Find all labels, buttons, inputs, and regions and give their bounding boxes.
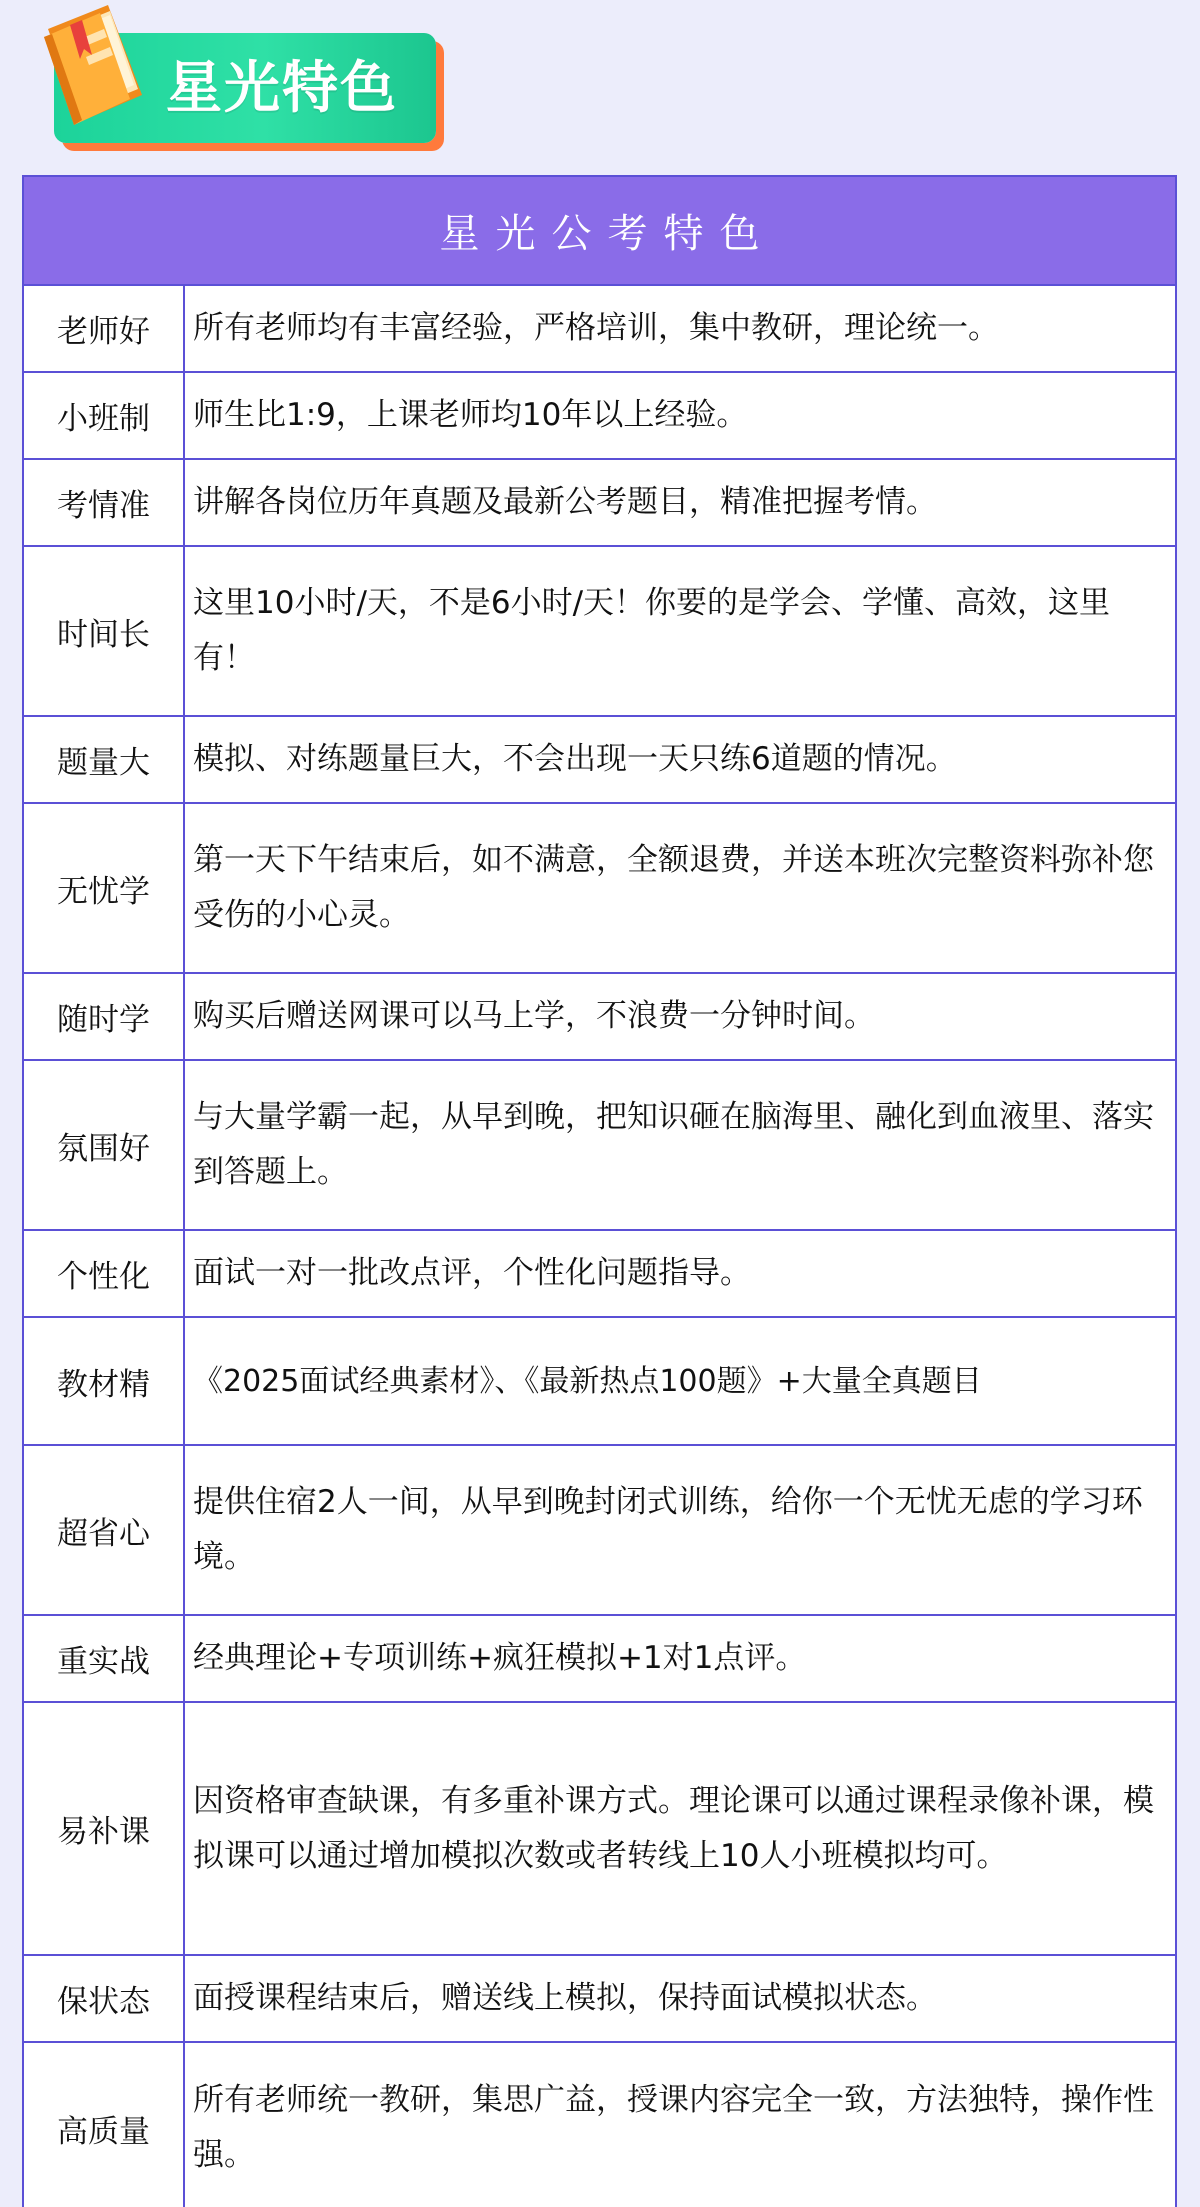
row-text: 面授课程结束后，赠送线上模拟，保持面试模拟状态。: [193, 1980, 937, 2016]
table-row: [24, 1616, 1175, 1703]
table-row: [24, 460, 1175, 547]
row-text: 提供住宿2人一间，从早到晚封闭式训练，给你一个无忧无虑的学习环境。: [193, 1484, 1143, 1575]
row-label: 保状态: [24, 1956, 185, 2041]
features-table: [22, 175, 1177, 2207]
table-row: [24, 2043, 1175, 2207]
table-row: [24, 1446, 1175, 1616]
row-label: 考情准: [24, 460, 185, 545]
table-row: [24, 286, 1175, 373]
table-row: [24, 717, 1175, 804]
row-text: 模拟、对练题量巨大，不会出现一天只练6道题的情况。: [193, 741, 957, 777]
row-text: 师生比1:9，上课老师均10年以上经验。: [193, 397, 748, 433]
book-icon: [30, 0, 158, 135]
row-label: 超省心: [24, 1446, 185, 1614]
row-text: 讲解各岗位历年真题及最新公考题目，精准把握考情。: [193, 484, 937, 520]
section-badge: [54, 33, 436, 143]
row-label: 小班制: [24, 373, 185, 458]
row-label: 氛围好: [24, 1061, 185, 1229]
table-title: 星光公考特色: [439, 211, 776, 257]
row-text: 这里10小时/天，不是6小时/天！你要的是学会、学懂、高效，这里有！: [193, 585, 1111, 676]
table-row: [24, 1061, 1175, 1231]
row-label: 题量大: [24, 717, 185, 802]
row-label: 个性化: [24, 1231, 185, 1316]
table-row: [24, 1703, 1175, 1956]
row-text: 经典理论+专项训练+疯狂模拟+1对1点评。: [193, 1640, 807, 1676]
table-row: [24, 547, 1175, 717]
row-label: 随时学: [24, 974, 185, 1059]
row-text: 所有老师统一教研，集思广益，授课内容完全一致，方法独特，操作性强。: [193, 2082, 1154, 2173]
row-label: 高质量: [24, 2043, 185, 2207]
row-label: 重实战: [24, 1616, 185, 1701]
row-label: 易补课: [24, 1703, 185, 1954]
row-label: 老师好: [24, 286, 185, 371]
row-text: 因资格审查缺课，有多重补课方式。理论课可以通过课程录像补课，模拟课可以通过增加模拟次数或者转线上10人小班模拟均可。: [193, 1782, 1154, 1874]
row-text: 《2025面试经典素材》、《最新热点100题》+大量全真题目: [193, 1363, 982, 1399]
table-row: [24, 1318, 1175, 1446]
table-header: [24, 177, 1175, 286]
row-text: 与大量学霸一起，从早到晚，把知识砸在脑海里、融化到血液里、落实到答题上。: [193, 1099, 1154, 1190]
row-label: 无忧学: [24, 804, 185, 972]
row-label: 教材精: [24, 1318, 185, 1444]
table-row: [24, 1231, 1175, 1318]
row-text: 所有老师均有丰富经验，严格培训，集中教研，理论统一。: [193, 310, 999, 346]
table-row: [24, 1956, 1175, 2043]
table-row: [24, 373, 1175, 460]
row-text: 第一天下午结束后，如不满意，全额退费，并送本班次完整资料弥补您受伤的小心灵。: [193, 842, 1154, 933]
table-row: [24, 804, 1175, 974]
row-label: 时间长: [24, 547, 185, 715]
badge-title: 星光特色: [166, 56, 398, 121]
row-text: 面试一对一批改点评，个性化问题指导。: [193, 1255, 751, 1291]
table-row: [24, 974, 1175, 1061]
row-text: 购买后赠送网课可以马上学，不浪费一分钟时间。: [193, 998, 875, 1034]
